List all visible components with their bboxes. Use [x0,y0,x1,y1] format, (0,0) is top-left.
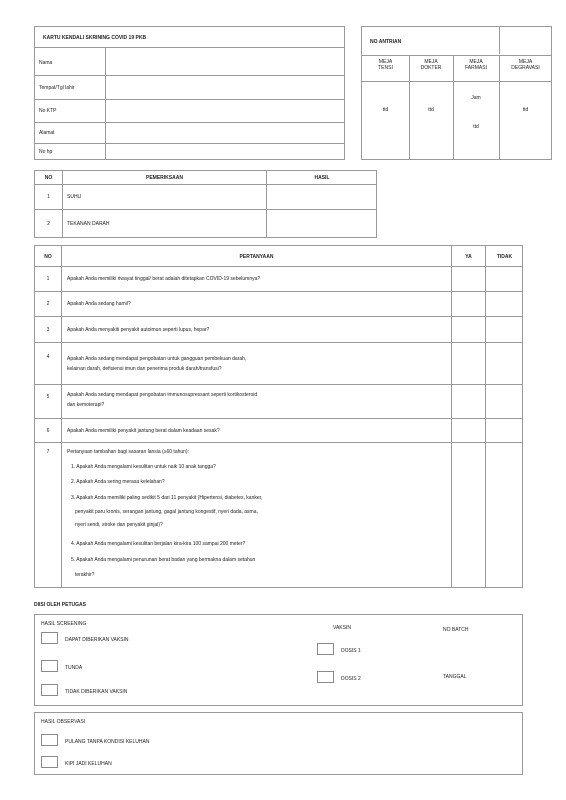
exam-row-item: TEKANAN DARAH [67,221,110,227]
exam-result-blood-pressure[interactable] [267,210,377,238]
exam-table [34,170,377,238]
exam-result-temperature[interactable] [267,185,377,209]
answer-yes-cell[interactable] [452,385,485,418]
queue-col-tensi: MEJA TENSI [378,59,393,71]
answer-no-cell[interactable] [486,292,523,316]
question-text: 3. Apakah Anda memiliki paling sedikit 5 dari 11 penyakit (Hipertensi, diabetes, kanker, [71,495,263,501]
exam-header-item: PEMERIKSAAN [146,175,183,181]
question-number: 2 [46,301,50,307]
question-number: 3 [46,327,50,333]
screening-option-label: DAPAT DIBERIKAN VAKSIN [65,637,129,643]
questions-header-no-answer: TIDAK [496,254,513,260]
tensi-signature: ttd [382,107,389,113]
form-title: KARTU KENDALI SKRINING COVID 19 PKB [43,35,147,41]
answer-yes-cell[interactable] [452,267,485,291]
questions-header-yes: YA [465,254,472,260]
exam-row-no: 2 [47,221,50,227]
observation-option-checkbox[interactable] [41,756,58,768]
dose-checkbox[interactable] [317,671,334,683]
answer-no-cell[interactable] [486,267,523,291]
field-label-ktp: No KTP [39,108,57,114]
answer-no-cell[interactable] [486,317,523,342]
question-text: 1. Apakah Anda mengalami kesulitan untuk naik 10 anak tangga? [71,464,216,470]
question-text: Apakah Anda sedang mendapat pengobatan untuk gangguan pembekuan darah, [67,356,247,362]
dose-label: DOSIS 2 [341,676,361,682]
question-text: penyakit paru kronis, serangan jantung, gagal jantung kongestif, nyeri dada, asma, [75,509,258,515]
screening-option-checkbox[interactable] [41,684,58,696]
farmasi-time: Jam [471,95,481,101]
question-number: 1 [46,276,50,282]
queue-box [361,26,552,160]
questions-table [34,245,523,588]
questions-header-question: PERTANYAAN [239,254,274,260]
question-text: Apakah Anda memiliki riwayat tinggal/ berat adalah ditetapkan COVID-19 sebelumnya? [67,276,261,282]
identity-box [34,26,345,160]
answer-yes-cell[interactable] [452,443,485,588]
degravasi-signature: ttd [522,107,529,113]
question-number: 7 [46,449,50,455]
birth-field[interactable] [106,76,344,98]
exam-header-result: HASIL [314,175,330,181]
vaccine-label: VAKSIN [333,625,351,631]
screening-option-label: TUNDA [65,665,83,671]
answer-no-cell[interactable] [486,343,523,384]
exam-header-no: NO [44,175,53,181]
phone-field[interactable] [106,144,344,160]
field-label-name: Nama [39,60,53,66]
exam-row-no: 1 [47,194,50,200]
question-text: 5. Apakah Anda mengalami penurunan berat badan yang bermakna dalam setahun [71,557,256,563]
question-number: 4 [46,354,50,360]
question-text: Apakah Anda menyakiti penyakit autoimun seperti lupus, hepar? [67,327,210,333]
question-text: kelainan darah, defisiensi imun dan penerima produk darah/transfusi? [67,366,222,372]
dokter-signature: ttd [428,107,434,113]
answer-yes-cell[interactable] [452,343,485,384]
officer-section-title: DIISI OLEH PETUGAS [34,602,86,608]
answer-yes-cell[interactable] [452,419,485,442]
ktp-field[interactable] [106,100,344,121]
date-label: TANGGAL [443,674,467,680]
question-text: Apakah Anda memiliki penyakit jantung berat dalam keadaan sesak? [67,428,220,434]
observation-option-label: PULANG TANPA KONDISI KELUHAN [65,739,150,745]
screening-option-checkbox[interactable] [41,660,58,672]
screening-option-label: TIDAK DIBERIKAN VAKSIN [65,689,128,695]
observation-result-box [34,712,523,775]
screening-option-checkbox[interactable] [41,632,58,644]
dose-label: DOSIS 1 [341,648,361,654]
field-label-phone: No hp [39,149,53,155]
answer-no-cell[interactable] [486,443,523,588]
answer-yes-cell[interactable] [452,292,485,316]
name-field[interactable] [106,48,344,74]
question-number: 6 [46,428,50,434]
dose-checkbox[interactable] [317,643,334,655]
question-number: 5 [46,394,50,400]
answer-no-cell[interactable] [486,419,523,442]
queue-col-degravasi: MEJA DEGRAVASI [511,59,540,71]
screening-title: HASIL SCREENING [41,621,87,627]
question-text: nyeri sendi, stroke dan penyakit ginjal)? [75,522,163,528]
exam-row-item: SUHU [67,194,82,200]
answer-yes-cell[interactable] [452,317,485,342]
batch-label: NO BATCH [443,627,469,633]
screening-result-box [34,614,523,706]
address-field[interactable] [106,123,344,142]
answer-no-cell[interactable] [486,385,523,418]
queue-col-dokter: MEJA DOKTER [420,59,442,71]
farmasi-signature: ttd [473,124,479,130]
field-label-address: Alamat [39,130,55,136]
question-text: terakhir? [75,572,95,578]
question-text: Apakah Anda sedang mendapat pengobatan immunosupressant seperti kortikosteroid [67,392,258,398]
observation-title: HASIL OBSERVASI [41,719,86,725]
question-text: 4. Apakah Anda mengalami kesulitan berjalan kira-kira 100 sampai 200 meter? [71,541,246,547]
question-text: dan kemoterapi? [67,402,105,408]
observation-option-checkbox[interactable] [41,734,58,746]
questions-header-no: NO [44,254,52,260]
question-text: Pertanyaan tambahan bagi sasaran lansia (≥60 tahun): [67,449,189,455]
question-text: Apakah Anda sedang hamil? [67,301,131,307]
question-text: 2. Apakah Anda sering merasa kelelahan? [71,479,165,485]
queue-col-farmasi: MEJA FARMASI [465,59,487,71]
queue-title: NO ANTRIAN [370,39,402,45]
observation-option-label: KIPI JADI KELUHAN [65,761,112,767]
field-label-birth: Tempat/Tgl lahir [39,85,75,91]
